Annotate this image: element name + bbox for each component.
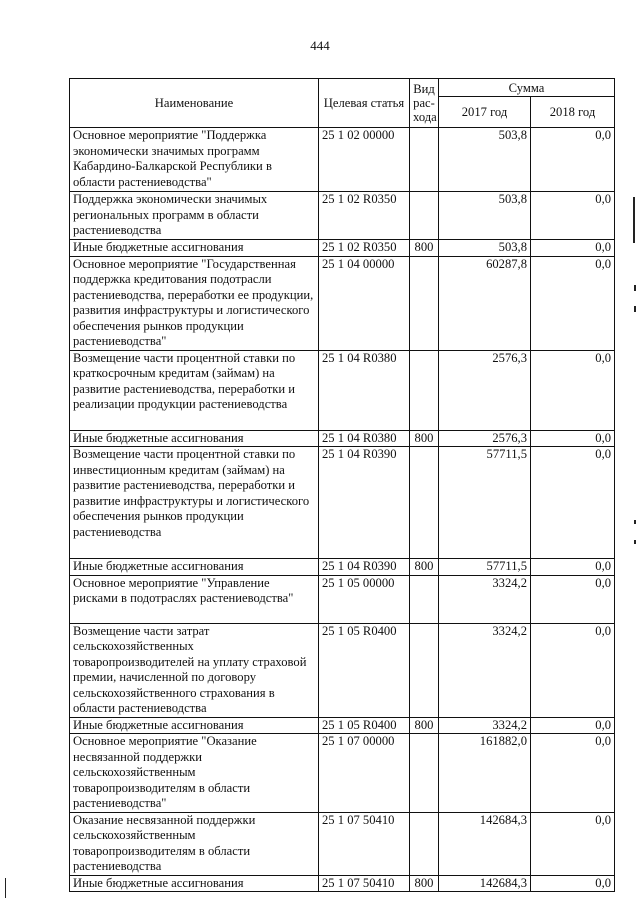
table-header — [70, 79, 615, 128]
row-name: Иные бюджетные ассигнования — [70, 717, 319, 734]
row-expense-type — [410, 734, 439, 813]
table-row — [70, 240, 615, 257]
row-name: Основное мероприятие "Государственная поддержка кредитования подотрасли растениеводства, переработки ее продукции, развития инфраструктуры и логистического обеспечения рынков продукции растениеводства" — [70, 256, 319, 350]
row-sum-2018: 0,0 — [531, 240, 615, 257]
row-sum-2018: 0,0 — [531, 559, 615, 576]
table-row — [70, 812, 615, 875]
header-sum: Сумма — [439, 79, 615, 97]
row-sum-2018: 0,0 — [531, 812, 615, 875]
row-sum-2017: 142684,3 — [439, 812, 531, 875]
row-sum-2017: 503,8 — [439, 240, 531, 257]
row-target-code: 25 1 04 R0390 — [319, 447, 410, 559]
row-sum-2018: 0,0 — [531, 875, 615, 892]
row-sum-2017: 2576,3 — [439, 430, 531, 447]
row-name: Возмещение части процентной ставки по краткосрочным кредитам (займам) на развитие растениеводства, переработки и реализации продукции растениеводства — [70, 350, 319, 430]
row-expense-type — [410, 623, 439, 717]
row-expense-type — [410, 812, 439, 875]
row-name: Иные бюджетные ассигнования — [70, 559, 319, 576]
scan-mark — [634, 285, 636, 291]
row-target-code: 25 1 04 R0380 — [319, 430, 410, 447]
row-sum-2018: 0,0 — [531, 623, 615, 717]
row-sum-2018: 0,0 — [531, 350, 615, 430]
row-sum-2018: 0,0 — [531, 192, 615, 240]
table-row — [70, 559, 615, 576]
row-target-code: 25 1 02 00000 — [319, 128, 410, 192]
row-target-code: 25 1 04 R0380 — [319, 350, 410, 430]
row-sum-2017: 503,8 — [439, 128, 531, 192]
table-row — [70, 192, 615, 240]
row-expense-type — [410, 128, 439, 192]
row-target-code: 25 1 02 R0350 — [319, 192, 410, 240]
row-name: Основное мероприятие "Оказание несвязанной поддержки сельскохозяйственным товаропроизводителям в области растениеводства" — [70, 734, 319, 813]
row-name: Оказание несвязанной поддержки сельскохозяйственным товаропроизводителям в области растениеводства — [70, 812, 319, 875]
table-row — [70, 256, 615, 350]
row-name: Поддержка экономически значимых региональных программ в области растениеводства — [70, 192, 319, 240]
row-name: Иные бюджетные ассигнования — [70, 430, 319, 447]
row-target-code: 25 1 07 50410 — [319, 875, 410, 892]
budget-table — [69, 78, 615, 892]
row-expense-type: 800 — [410, 240, 439, 257]
row-target-code: 25 1 04 00000 — [319, 256, 410, 350]
row-sum-2017: 161882,0 — [439, 734, 531, 813]
header-name: Наименование — [70, 79, 319, 128]
row-sum-2017: 57711,5 — [439, 559, 531, 576]
row-name: Иные бюджетные ассигнования — [70, 240, 319, 257]
row-name: Возмещение части процентной ставки по инвестиционным кредитам (займам) на развитие растениеводства, переработки и развитие инфраструктуры и логистического обеспечения рынков продукции растениеводства — [70, 447, 319, 559]
row-expense-type: 800 — [410, 430, 439, 447]
row-sum-2018: 0,0 — [531, 447, 615, 559]
row-sum-2018: 0,0 — [531, 256, 615, 350]
row-sum-2017: 3324,2 — [439, 623, 531, 717]
row-name: Возмещение части затрат сельскохозяйственных товаропроизводителей на уплату страховой премии, начисленной по договору сельскохозяйственного страхования в области растениеводства — [70, 623, 319, 717]
row-sum-2018: 0,0 — [531, 575, 615, 623]
scan-mark — [634, 540, 636, 544]
table-row — [70, 734, 615, 813]
table-row — [70, 430, 615, 447]
row-sum-2017: 60287,8 — [439, 256, 531, 350]
row-target-code: 25 1 05 R0400 — [319, 717, 410, 734]
table-row — [70, 128, 615, 192]
row-name: Иные бюджетные ассигнования — [70, 875, 319, 892]
table-row — [70, 575, 615, 623]
row-expense-type — [410, 192, 439, 240]
row-sum-2018: 0,0 — [531, 734, 615, 813]
row-sum-2017: 3324,2 — [439, 717, 531, 734]
row-expense-type: 800 — [410, 717, 439, 734]
row-sum-2018: 0,0 — [531, 717, 615, 734]
table-row — [70, 875, 615, 892]
page-number: 444 — [310, 38, 330, 53]
scan-mark — [634, 520, 636, 524]
table-row — [70, 717, 615, 734]
table-row — [70, 350, 615, 430]
row-sum-2017: 3324,2 — [439, 575, 531, 623]
table-row — [70, 623, 615, 717]
row-expense-type — [410, 350, 439, 430]
header-target: Целевая статья — [319, 79, 410, 128]
row-target-code: 25 1 07 50410 — [319, 812, 410, 875]
row-sum-2017: 142684,3 — [439, 875, 531, 892]
header-year-2018: 2018 год — [531, 97, 615, 128]
scan-mark — [634, 306, 636, 312]
row-name: Основное мероприятие "Поддержка экономически значимых программ Кабардино-Балкарской Республики в области растениеводства" — [70, 128, 319, 192]
table-body — [70, 128, 615, 892]
row-target-code: 25 1 05 R0400 — [319, 623, 410, 717]
row-sum-2017: 2576,3 — [439, 350, 531, 430]
row-target-code: 25 1 02 R0350 — [319, 240, 410, 257]
row-expense-type — [410, 256, 439, 350]
row-target-code: 25 1 04 R0390 — [319, 559, 410, 576]
header-type: Вид рас- хода — [410, 79, 439, 128]
row-expense-type — [410, 447, 439, 559]
scan-mark — [5, 878, 6, 898]
row-expense-type — [410, 575, 439, 623]
row-target-code: 25 1 07 00000 — [319, 734, 410, 813]
table-row — [70, 447, 615, 559]
row-sum-2018: 0,0 — [531, 128, 615, 192]
row-expense-type: 800 — [410, 559, 439, 576]
row-name: Основное мероприятие "Управление рисками в подотраслях растениеводства" — [70, 575, 319, 623]
row-sum-2018: 0,0 — [531, 430, 615, 447]
header-year-2017: 2017 год — [439, 97, 531, 128]
row-target-code: 25 1 05 00000 — [319, 575, 410, 623]
row-sum-2017: 503,8 — [439, 192, 531, 240]
row-expense-type: 800 — [410, 875, 439, 892]
row-sum-2017: 57711,5 — [439, 447, 531, 559]
scan-mark — [633, 197, 635, 243]
